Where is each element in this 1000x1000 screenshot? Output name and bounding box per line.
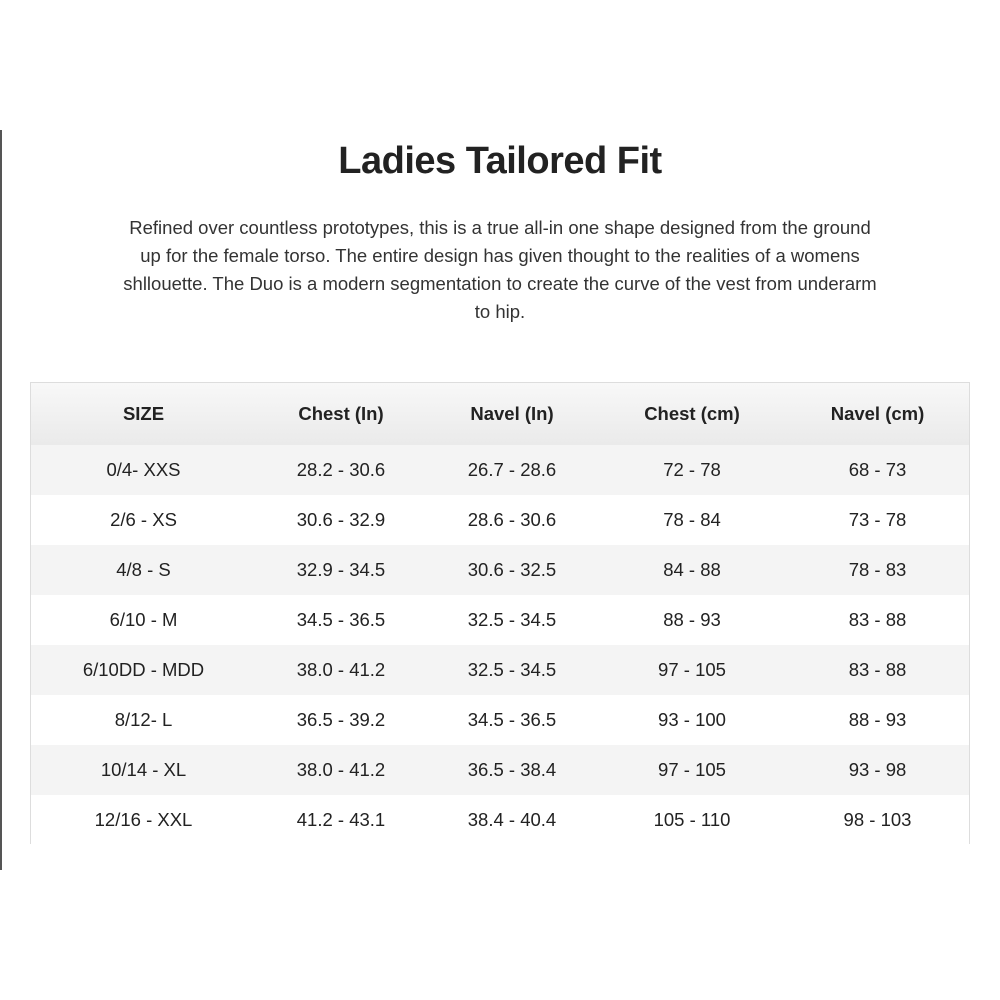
left-edge-line — [0, 130, 2, 870]
table-header-row — [31, 383, 969, 445]
cell-size: 6/10 - M — [109, 609, 178, 630]
cell-navel-in: 32.5 - 34.5 — [467, 659, 557, 680]
cell-chest-in: 36.5 - 39.2 — [296, 709, 386, 730]
table-row — [31, 745, 969, 795]
cell-navel-in: 26.7 - 28.6 — [467, 459, 557, 480]
cell-navel-cm: 73 - 78 — [848, 509, 907, 530]
cell-navel-in: 32.5 - 34.5 — [467, 609, 557, 630]
cell-navel-cm: 98 - 103 — [843, 809, 912, 830]
cell-chest-in: 28.2 - 30.6 — [296, 459, 386, 480]
table-row — [31, 645, 969, 695]
cell-chest-in: 38.0 - 41.2 — [296, 759, 386, 780]
page-title: Ladies Tailored Fit — [338, 140, 662, 182]
cell-navel-in: 34.5 - 36.5 — [467, 709, 557, 730]
cell-navel-in: 38.4 - 40.4 — [467, 809, 557, 830]
cell-size: 0/4- XXS — [106, 459, 181, 480]
size-chart — [30, 382, 970, 844]
cell-chest-cm: 88 - 93 — [663, 609, 721, 630]
cell-navel-cm: 83 - 88 — [848, 609, 907, 630]
cell-size: 8/12- L — [114, 709, 173, 730]
table-row — [31, 495, 969, 545]
size-table — [31, 383, 969, 845]
cell-size: 2/6 - XS — [110, 509, 177, 530]
cell-size: 4/8 - S — [116, 559, 171, 580]
cell-size: 12/16 - XXL — [94, 809, 193, 830]
cell-navel-cm: 93 - 98 — [848, 759, 907, 780]
table-row — [31, 795, 969, 845]
table-row — [31, 545, 969, 595]
cell-navel-in: 30.6 - 32.5 — [467, 559, 557, 580]
cell-chest-cm: 78 - 84 — [663, 509, 721, 530]
cell-chest-cm: 84 - 88 — [663, 559, 721, 580]
cell-chest-cm: 105 - 110 — [653, 809, 731, 830]
cell-navel-cm: 68 - 73 — [848, 459, 907, 480]
cell-chest-cm: 93 - 100 — [658, 709, 726, 730]
cell-size: 6/10DD - MDD — [82, 659, 205, 680]
cell-navel-in: 36.5 - 38.4 — [467, 759, 557, 780]
cell-navel-in: 28.6 - 30.6 — [467, 509, 557, 530]
table-row — [31, 595, 969, 645]
cell-chest-in: 30.6 - 32.9 — [296, 509, 386, 530]
fit-description: Refined over countless prototypes, this is a true all-in one shape designed from the ground up for the female torso. The entire design has given thought to the realities of a womens shllouette. The Duo is a modern segmentation to create the curve of the vest from underarm to hip. — [123, 217, 877, 322]
header-chest-cm: Chest (cm) — [644, 403, 740, 424]
cell-navel-cm: 83 - 88 — [848, 659, 907, 680]
cell-chest-cm: 97 - 105 — [658, 759, 726, 780]
header-size: SIZE — [122, 403, 165, 424]
header-navel-cm: Navel (cm) — [830, 403, 925, 424]
table-row — [31, 445, 969, 495]
cell-navel-cm: 88 - 93 — [848, 709, 907, 730]
cell-chest-in: 34.5 - 36.5 — [296, 609, 386, 630]
cell-navel-cm: 78 - 83 — [848, 559, 907, 580]
cell-chest-cm: 97 - 105 — [658, 659, 726, 680]
cell-chest-in: 41.2 - 43.1 — [296, 809, 386, 830]
cell-chest-in: 38.0 - 41.2 — [296, 659, 386, 680]
header-navel-in: Navel (In) — [470, 403, 554, 424]
header-chest-in: Chest (In) — [298, 403, 384, 424]
cell-chest-in: 32.9 - 34.5 — [296, 559, 386, 580]
table-row — [31, 695, 969, 745]
cell-chest-cm: 72 - 78 — [663, 459, 721, 480]
cell-size: 10/14 - XL — [100, 759, 187, 780]
